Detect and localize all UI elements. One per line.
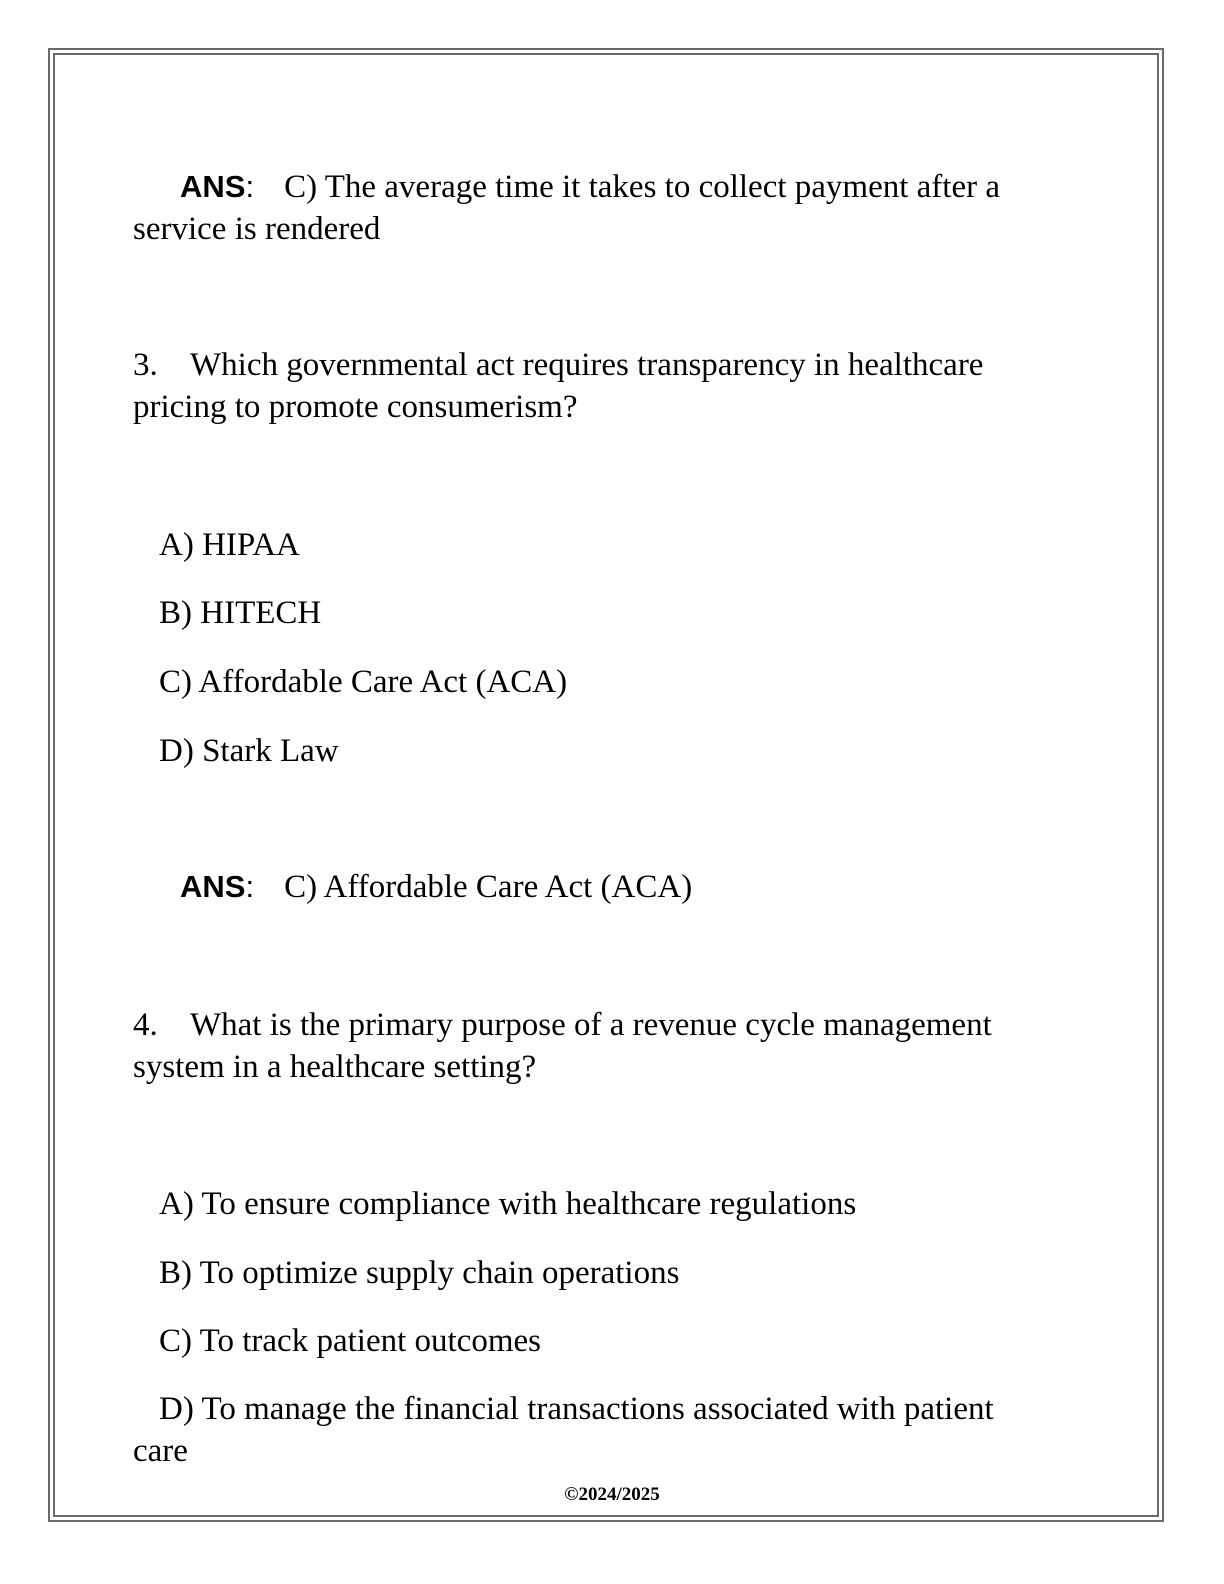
answer-text-line1: C) The average time it takes to collect payment after a <box>284 169 1000 205</box>
question-3 <box>133 344 1093 386</box>
previous-answer-continuation: service is rendered <box>133 211 381 247</box>
answer-text: C) Affordable Care Act (ACA) <box>284 869 693 905</box>
question-text-line1: Which governmental act requires transparency in healthcare <box>190 347 984 383</box>
question-4-option-b: B) To optimize supply chain operations <box>159 1255 680 1291</box>
question-4 <box>133 1004 1093 1046</box>
question-3-option-d: D) Stark Law <box>159 733 339 769</box>
question-4-continuation: system in a healthcare setting? <box>133 1049 537 1085</box>
question-4-option-a: A) To ensure compliance with healthcare regulations <box>159 1186 857 1222</box>
question-3-continuation: pricing to promote consumerism? <box>133 389 578 425</box>
answer-label: ANS <box>180 169 246 204</box>
question-3-option-c: C) Affordable Care Act (ACA) <box>159 664 568 700</box>
question-number: 3. <box>133 347 158 383</box>
question-4-option-d-continuation: care <box>133 1433 188 1469</box>
previous-answer <box>180 166 1000 208</box>
page-border-inner <box>53 53 1159 1517</box>
question-number: 4. <box>133 1007 158 1043</box>
question-3-answer <box>180 866 692 908</box>
answer-colon: : <box>245 169 255 204</box>
answer-colon: : <box>245 869 255 904</box>
question-3-option-a: A) HIPAA <box>159 527 300 563</box>
answer-label: ANS <box>180 869 246 904</box>
question-4-option-d: D) To manage the financial transactions associated with patient <box>159 1391 994 1427</box>
question-text-line1: What is the primary purpose of a revenue cycle management <box>190 1007 992 1043</box>
question-3-option-b: B) HITECH <box>159 595 322 631</box>
question-4-option-c: C) To track patient outcomes <box>159 1323 541 1359</box>
copyright-footer: ©2024/2025 <box>564 1484 660 1505</box>
